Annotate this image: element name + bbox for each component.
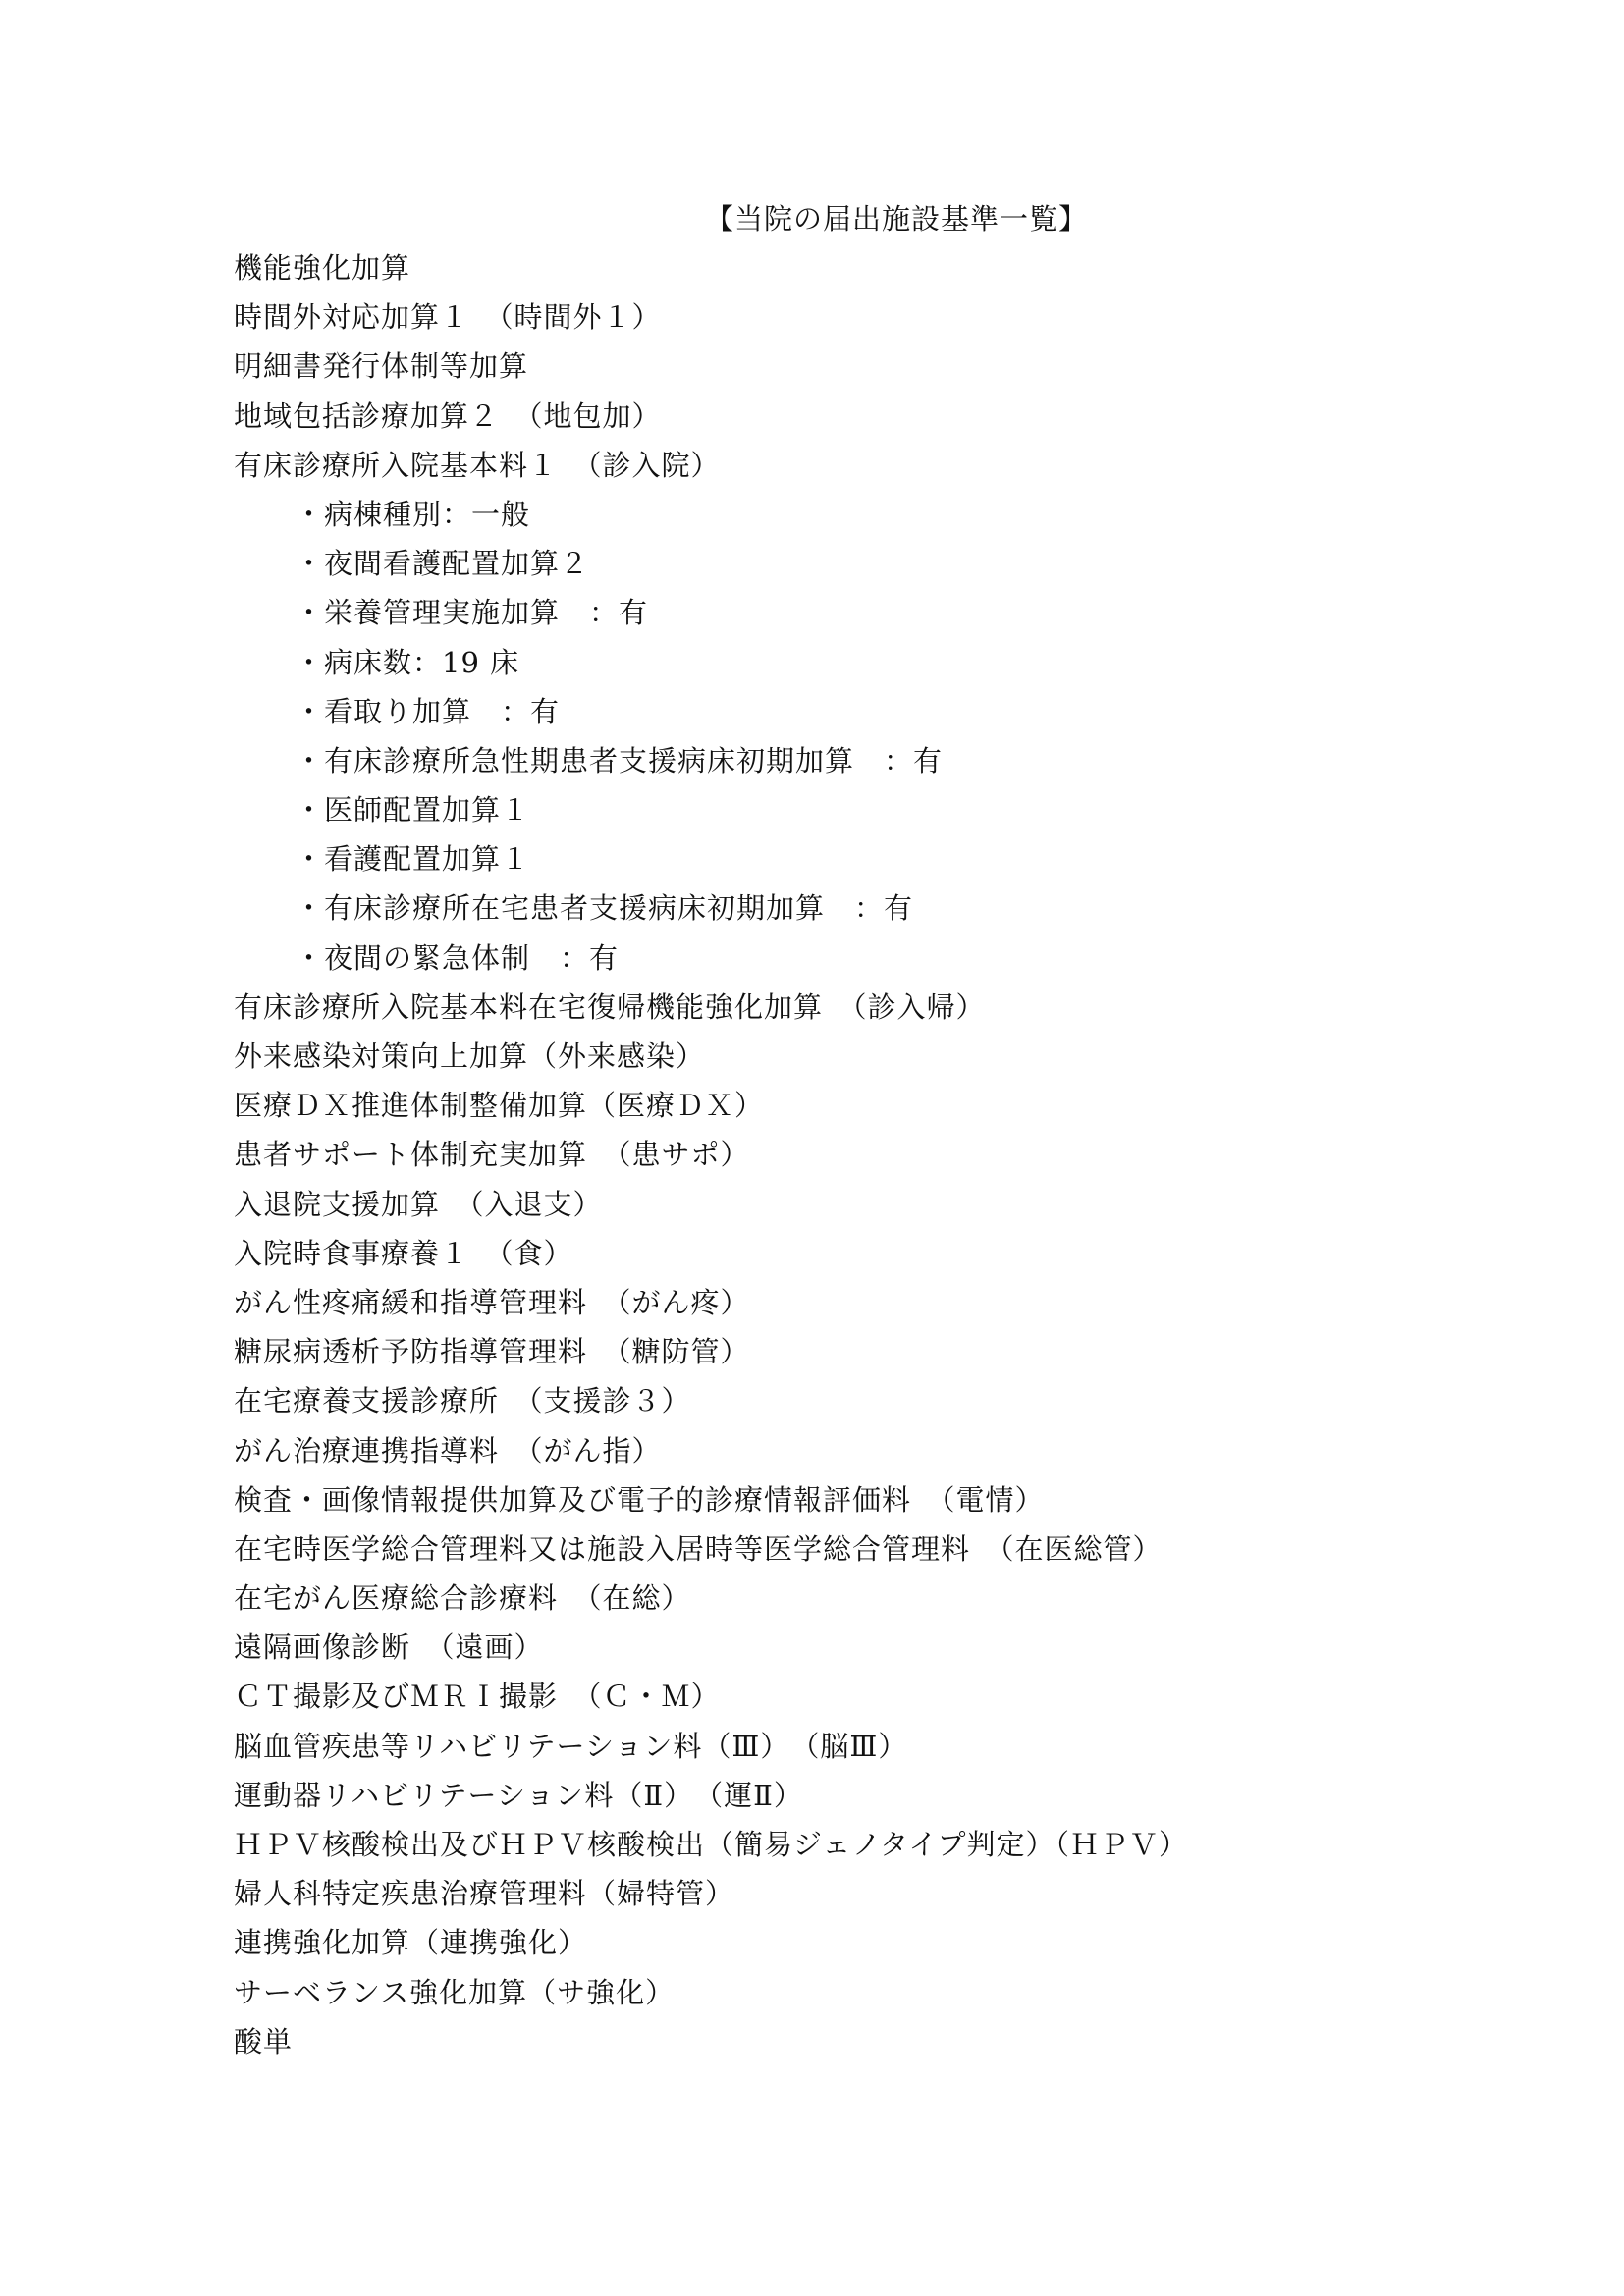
list-item: 酸単 bbox=[234, 2024, 294, 2058]
list-item: がん治療連携指導料 （がん指） bbox=[234, 1433, 662, 1468]
list-item: がん性疼痛緩和指導管理料 （がん疼） bbox=[234, 1285, 750, 1319]
list-item: 外来感染対策向上加算（外来感染） bbox=[234, 1040, 706, 1073]
list-item: 糖尿病透析予防指導管理料 （糖防管） bbox=[234, 1335, 750, 1369]
list-subitem: ・看取り加算 ：有 bbox=[295, 694, 561, 728]
list-subitem: ・夜間の緊急体制 ：有 bbox=[295, 940, 620, 975]
list-subitem: ・病床数：19 床 bbox=[295, 645, 520, 679]
list-subitem: ・栄養管理実施加算 ：有 bbox=[295, 596, 649, 630]
page-title: 【当院の届出施設基準一覧】 bbox=[704, 202, 1088, 236]
list-subitem: ・医師配置加算１ bbox=[295, 793, 531, 828]
list-item: 在宅がん医療総合診療料 （在総） bbox=[234, 1581, 691, 1616]
list-item: 在宅療養支援診療所 （支援診３） bbox=[234, 1384, 691, 1418]
list-item: ＣＴ撮影及びＭＲＩ撮影 （Ｃ・Ｍ） bbox=[234, 1680, 721, 1714]
list-item: 入院時食事療養１ （食） bbox=[234, 1236, 573, 1270]
list-subitem: ・看護配置加算１ bbox=[295, 842, 531, 877]
list-subitem: ・有床診療所在宅患者支援病床初期加算 ：有 bbox=[295, 891, 914, 926]
list-item: 連携強化加算（連携強化） bbox=[234, 1926, 588, 1960]
list-item: 婦人科特定疾患治療管理料（婦特管） bbox=[234, 1877, 735, 1911]
list-item: 有床診療所入院基本料１ （診入院） bbox=[234, 448, 721, 482]
list-item: ＨＰＶ核酸検出及びＨＰＶ核酸検出（簡易ジェノタイプ判定）（ＨＰＶ） bbox=[234, 1828, 1189, 1861]
list-item: 検査・画像情報提供加算及び電子的診療情報評価料 （電情） bbox=[234, 1482, 1045, 1517]
list-item: 医療ＤＸ推進体制整備加算（医療ＤＸ） bbox=[234, 1089, 765, 1123]
list-item: 機能強化加算 bbox=[234, 251, 411, 285]
list-item: 脳血管疾患等リハビリテーション料（Ⅲ） （脳Ⅲ） bbox=[234, 1729, 908, 1763]
list-item: 入退院支援加算 （入退支） bbox=[234, 1187, 603, 1221]
list-item: 在宅時医学総合管理料又は施設入居時等医学総合管理料 （在医総管） bbox=[234, 1531, 1163, 1566]
list-subitem: ・病棟種別：一般 bbox=[295, 497, 531, 531]
list-item: 地域包括診療加算２ （地包加） bbox=[234, 399, 662, 433]
list-item: 有床診療所入院基本料在宅復帰機能強化加算 （診入帰） bbox=[234, 989, 986, 1024]
list-item: 遠隔画像診断 （遠画） bbox=[234, 1630, 544, 1665]
list-item: 時間外対応加算１ （時間外１） bbox=[234, 300, 662, 335]
list-item: サーベランス強化加算（サ強化） bbox=[234, 1975, 676, 2009]
list-item: 患者サポート体制充実加算 （患サポ） bbox=[234, 1138, 750, 1172]
list-subitem: ・有床診療所急性期患者支援病床初期加算 ：有 bbox=[295, 743, 944, 777]
facility-standards-list bbox=[234, 243, 1188, 2066]
list-subitem: ・夜間看護配置加算２ bbox=[295, 547, 590, 581]
list-item: 運動器リハビリテーション料（Ⅱ） （運Ⅱ） bbox=[234, 1778, 803, 1812]
list-item: 明細書発行体制等加算 bbox=[234, 349, 529, 384]
